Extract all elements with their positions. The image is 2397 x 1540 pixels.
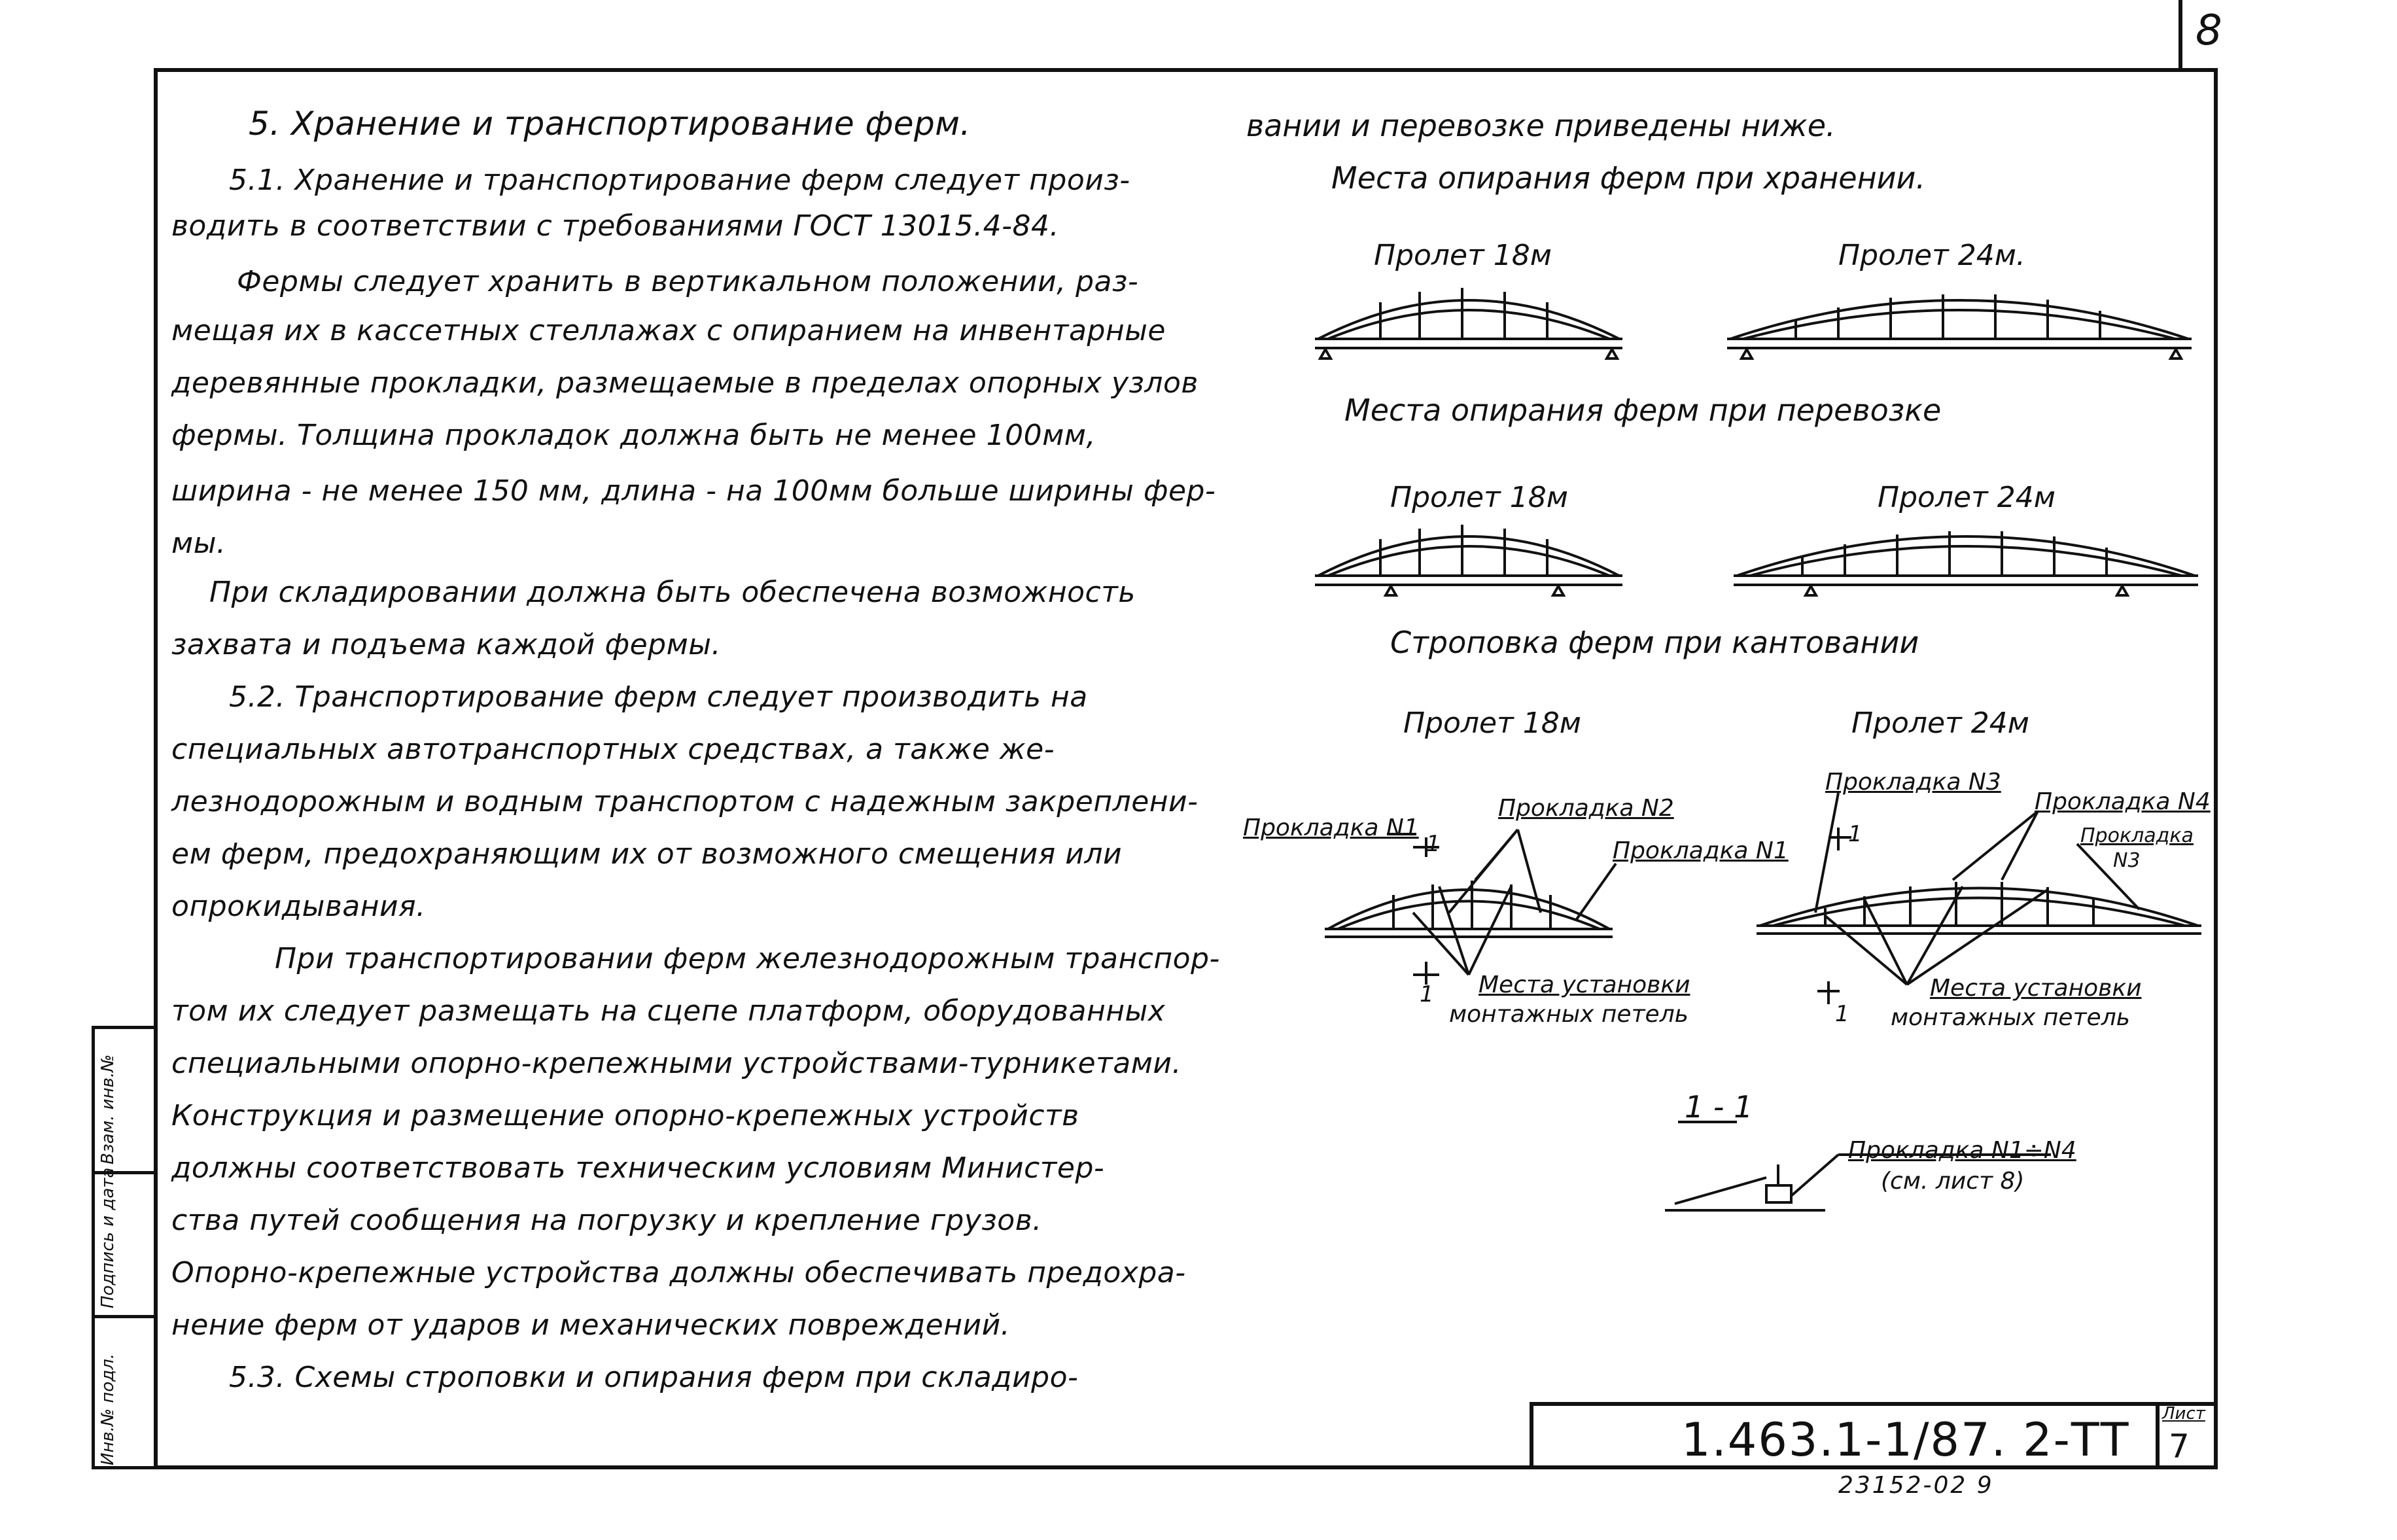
storage-support-title: Места опирания ферм при хранении. <box>1331 160 1926 196</box>
span-24-slinging-label: Пролет 24м <box>1851 707 2029 740</box>
span-24-storage-label: Пролет 24м. <box>1838 239 2025 272</box>
pads-range-label: Прокладка N1÷N4 <box>1848 1137 2076 1164</box>
text-line: специальными опорно-крепежными устройствами-турникетами. <box>171 1047 1181 1080</box>
text-line: том их следует размещать на сцепе платформ, оборудованных <box>171 994 1166 1028</box>
text-line: деревянные прокладки, размещаемые в пределах опорных узлов <box>171 366 1198 400</box>
transport-support-title: Места опирания ферм при перевозке <box>1344 393 1942 428</box>
section-heading: 5. Хранение и транспортирование ферм. <box>249 105 971 143</box>
text-line: должны соответствовать техническим условиям Министер- <box>171 1151 1105 1185</box>
section-mark: 1 <box>1835 1001 1849 1027</box>
text-line: водить в соответствии с требованиями ГОСТ 13015.4-84. <box>171 209 1059 243</box>
loop-places-label: Места установки <box>1478 971 1690 998</box>
text-line: специальных автотранспортных средствах, а также же- <box>171 733 1055 766</box>
pad-n1-left-label: Прокладка N1 <box>1243 814 1419 841</box>
pad-n3-label: Прокладка N3 <box>1825 769 2001 796</box>
text-line: ем ферм, предохраняющим их от возможного смещения или <box>171 837 1123 871</box>
truss-24-slinging <box>1757 793 2201 1004</box>
see-sheet-label: (см. лист 8) <box>1881 1168 2025 1195</box>
side-stamp-signature-date: Подпись и дата <box>98 1167 118 1308</box>
text-line: Опорно-крепежные устройства должны обеспечивать предохра- <box>171 1256 1186 1289</box>
text-line: мещая их в кассетных стеллажах с опиранием на инвентарные <box>171 314 1166 347</box>
section-mark: 1 <box>1848 821 1863 847</box>
side-stamp-replace-inv: Взам. инв.№ <box>98 1054 118 1164</box>
span-18-storage-label: Пролет 18м <box>1374 239 1552 272</box>
section-1-1-title: 1 - 1 <box>1685 1089 1753 1125</box>
loop-places-label-4: монтажных петель <box>1891 1004 2130 1031</box>
text-line: мы. <box>171 527 226 560</box>
span-18-transport-label: Пролет 18м <box>1390 481 1568 514</box>
sheet-label: Лист <box>2162 1404 2205 1424</box>
pad-label: Прокладка <box>2080 824 2194 847</box>
span-24-transport-label: Пролет 24м <box>1878 481 2056 514</box>
text-line: ширина - не менее 150 мм, длина - на 100мм больше ширины фер- <box>171 474 1216 508</box>
text-line: захвата и подъема каждой фермы. <box>171 628 722 661</box>
sheet-number: 8 <box>2196 7 2222 55</box>
sheet-value: 7 <box>2169 1427 2190 1465</box>
loop-places-label-3: Места установки <box>1930 975 2142 1002</box>
text-line: При складировании должна быть обеспечена возможность <box>209 576 1136 609</box>
continuation-text: вании и перевозке приведены ниже. <box>1246 108 1836 143</box>
text-line: фермы. Толщина прокладок должна быть не менее 100мм, <box>171 419 1096 452</box>
truss-18-transport <box>1315 525 1622 595</box>
archive-number: 23152-02 9 <box>1838 1472 1994 1499</box>
text-line: опрокидывания. <box>171 890 426 923</box>
pad-n3-b-label: N3 <box>2113 849 2141 872</box>
loop-places-label-2: монтажных петель <box>1449 1001 1688 1028</box>
pad-n4-label: Прокладка N4 <box>2035 788 2211 815</box>
side-stamp-inv-no: Инв.№ подл. <box>98 1353 118 1465</box>
text-line: Фермы следует хранить в вертикальном положении, раз- <box>237 265 1139 298</box>
span-18-slinging-label: Пролет 18м <box>1403 707 1581 740</box>
text-line: 5.1. Хранение и транспортирование ферм следует произ- <box>229 164 1130 197</box>
slinging-title: Строповка ферм при кантовании <box>1390 625 1919 660</box>
section-1-1-detail <box>1665 1122 2051 1210</box>
truss-24-storage <box>1727 294 2192 359</box>
truss-18-storage <box>1315 288 1622 359</box>
text-line: При транспортировании ферм железнодорожным транспор- <box>275 942 1220 975</box>
text-line: Конструкция и размещение опорно-крепежных устройств <box>171 1099 1079 1132</box>
pad-n1-right-label: Прокладка N1 <box>1613 837 1789 864</box>
text-line: 5.2. Транспортирование ферм следует производить на <box>229 680 1088 714</box>
document-designation: 1.463.1-1/87. 2-ТТ <box>1681 1413 2130 1467</box>
truss-24-transport <box>1734 531 2198 595</box>
text-line: нение ферм от ударов и механических повреждений. <box>171 1308 1011 1342</box>
text-line: лезнодорожным и водным транспортом с надежным закреплени- <box>171 785 1198 818</box>
pad-n2-label: Прокладка N2 <box>1498 795 1674 822</box>
text-line: ства путей сообщения на погрузку и крепление грузов. <box>171 1204 1042 1237</box>
truss-18-slinging <box>1325 830 1616 985</box>
section-mark: 1 <box>1420 981 1434 1007</box>
section-mark: 1 <box>1426 831 1441 857</box>
text-line: 5.3. Схемы строповки и опирания ферм при складиро- <box>229 1361 1079 1394</box>
